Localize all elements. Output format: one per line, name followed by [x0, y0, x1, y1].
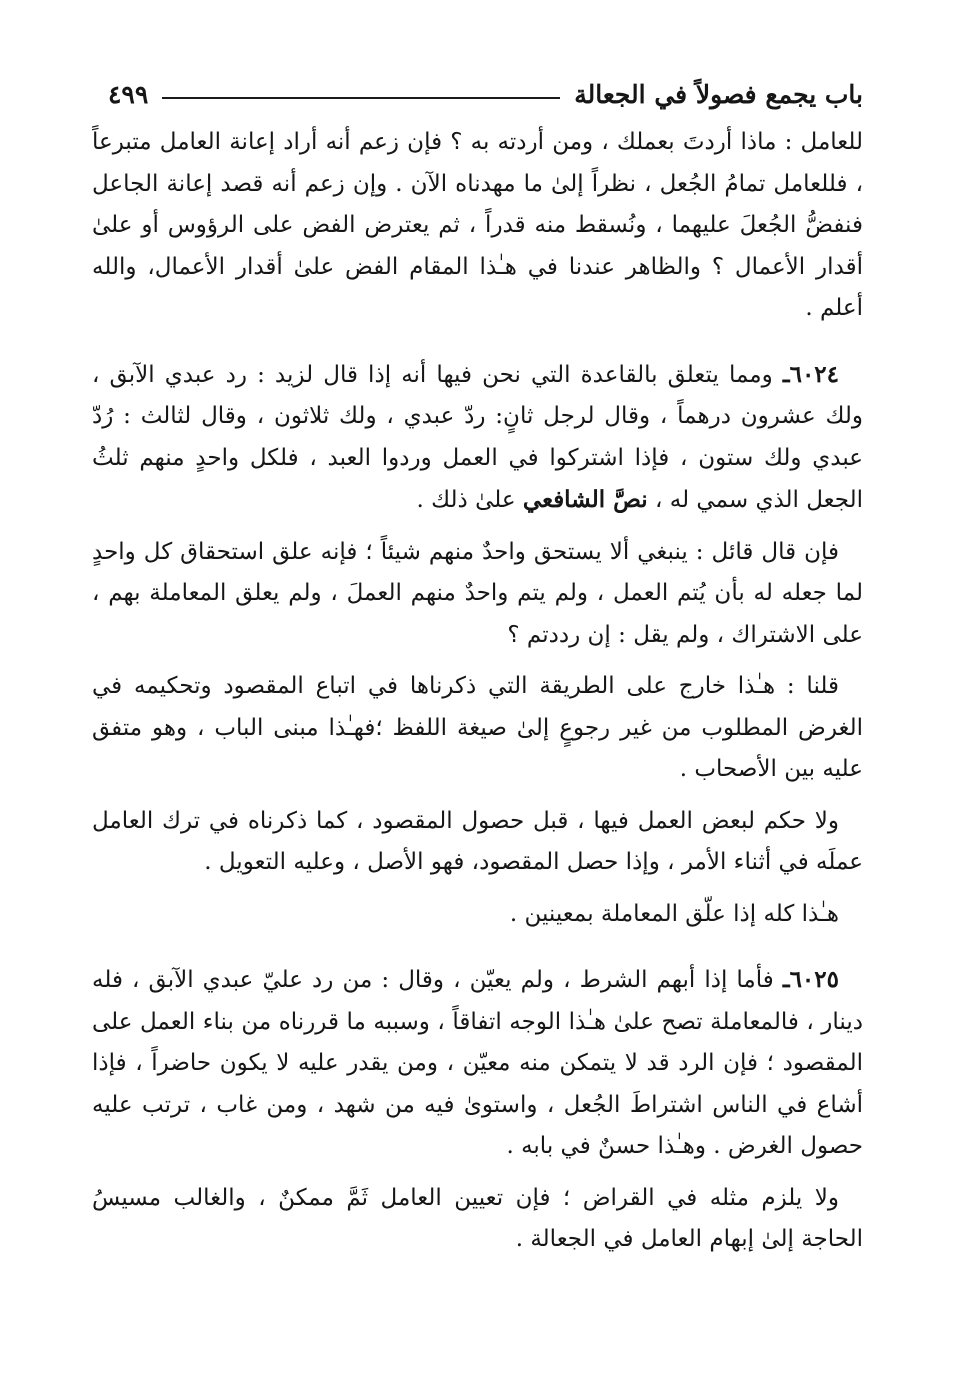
issue-6025 — [92, 959, 863, 1168]
paragraph-text: فإن قال قائل : ينبغي ألا يستحق واحدٌ منهم شيئاً ؛ فإنه علق استحقاق كل واحدٍ لما جعله له بأن يُتم العمل ، ولم يتم واحدٌ منهم العملَ ، ولم يعلق المعاملة بهم ، على الاشتراك ، ولم يقل : إن رددتم ؟ — [92, 538, 863, 648]
paragraph-text: ومما يتعلق بالقاعدة التي نحن فيها أنه إذا قال لزيد : رد عبدي الآبق ، ولك عشرون درهماً ، وقال لرجل ثانٍ: ردّ عبدي ، ولك ثلاثون ، وقال لثالث : رُدّ عبدي ولك ستون ، فإذا اشتركوا في العمل وردوا العبد ، فلكل واحدٍ منهم ثلثُ الجعل الذي سمي له ، — [92, 361, 863, 513]
paragraph-text: للعامل : ماذا أردتَ بعملك ، ومن أردته به ؟ فإن زعم أنه أراد إعانة العامل متبرعاً ، فللعامل تمامُ الجُعل ، نظراً إلىٰ ما مهدناه الآن . وإن زعم أنه قصد إعانة الجاعل فنفضُّ الجُعلَ عليهما ، ونُسقط منه قدراً ، ثم يعترض الفض على الرؤوس أو علىٰ أقدار الأعمال ؟ والظاهر عندنا في هـٰذا المقام الفض علىٰ أقدار الأعمال، والله أعلم . — [92, 129, 863, 321]
paragraph-text: هـٰذا كله إذا علّق المعاملة بمعينين . — [509, 900, 839, 927]
paragraph-text: علىٰ ذلك . — [416, 487, 523, 513]
paragraph-reply — [92, 666, 863, 791]
issue-6024 — [92, 354, 863, 522]
paragraph-objection — [92, 532, 863, 657]
paragraph-text: ولا يلزم مثله في القراض ؛ فإن تعيين العامل ثَمَّ ممكنٌ ، والغالب مسيسُ الحاجة إلىٰ إبهام العامل في الجعالة . — [92, 1184, 863, 1252]
paragraph-continuation — [92, 122, 863, 330]
page-number: ٤٩٩ — [108, 79, 149, 109]
chapter-title: باب يجمع فصولاً في الجعالة — [574, 79, 863, 109]
paragraph-text: قلنا : هـٰذا خارج على الطريقة التي ذكرناها في اتباع المقصود وتحكيمه في الغرض المطلوب من غير رجوعٍ إلىٰ صيغة اللفظ ؛فهـٰذا مبنى الباب ، وهو متفق عليه بين الأصحاب . — [92, 673, 863, 782]
emphasized-phrase: نصَّ الشافعي — [522, 486, 648, 513]
running-header — [108, 76, 863, 112]
paragraph-qirad — [92, 1178, 863, 1261]
paragraph-partial-work — [92, 801, 863, 884]
header-rule — [162, 97, 560, 99]
paragraph-text: ولا حكم لبعض العمل فيها ، قبل حصول المقصود ، كما ذكرناه في ترك العامل عملَه في أثناء الأمر ، وإذا حصل المقصود، فهو الأصل ، وعليه التعويل . — [92, 807, 863, 875]
body-text — [92, 122, 863, 1271]
paragraph-summary — [92, 894, 863, 936]
paragraph-text: فأما إذا أبهم الشرط ، ولم يعيّن ، وقال : من رد عليّ عبدي الآبق ، فله دينار ، فالمعاملة تصح علىٰ هـٰذا الوجه اتفاقاً ، وسببه ما قررناه من بناء العمل على المقصود ؛ فإن الرد قد لا يتمكن منه معيّن ، ومن يقدر عليه لا يكون حاضراً ، فإذا أشاع في الناس اشتراطَ الجُعل ، واستوىٰ فيه من شهد ، ومن غاب ، ترتب عليه حصول الغرض . وهـٰذا حسنٌ في بابه . — [92, 967, 863, 1159]
issue-number: ٦٠٢٥ـ — [782, 966, 839, 993]
issue-number: ٦٠٢٤ـ — [782, 360, 840, 388]
